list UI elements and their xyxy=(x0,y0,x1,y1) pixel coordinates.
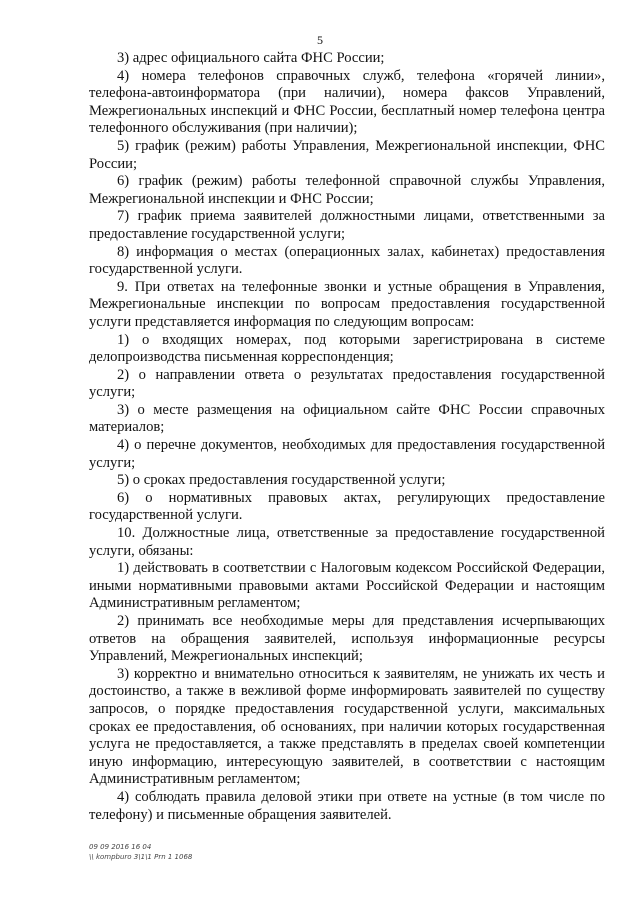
paragraph: 1) действовать в соответствии с Налоговым кодексом Российской Федерации, иными нормативными правовыми актами Российской Федерации и настоящим Административным регламентом; xyxy=(89,560,605,612)
print-timestamp: 09 09 2016 16 04 xyxy=(89,843,152,851)
print-footer xyxy=(89,842,192,862)
paragraph: 3) о месте размещения на официальном сайте ФНС России справочных материалов; xyxy=(89,401,605,436)
paragraph: 6) о нормативных правовых актах, регулирующих предоставление государственной услуги. xyxy=(89,489,605,524)
paragraph: 4) соблюдать правила деловой этики при ответе на устные (в том числе по телефону) и письменные обращения заявителей. xyxy=(89,788,605,823)
document-body xyxy=(89,50,605,824)
paragraph: 8) информация о местах (операционных залах, кабинетах) предоставления государственной услуги. xyxy=(89,243,605,278)
paragraph: 6) график (режим) работы телефонной справочной службы Управления, Межрегиональной инспекции и ФНС России; xyxy=(89,173,605,207)
paragraph: 9. При ответах на телефонные звонки и устные обращения в Управления, Межрегиональные инспекции по вопросам предоставления государственной услуги представляется информация по следующим вопросам: xyxy=(89,278,605,330)
paragraph: 4) о перечне документов, необходимых для предоставления государственной услуги; xyxy=(89,437,605,471)
paragraph: 4) номера телефонов справочных служб, телефона «горячей линии», телефона-автоинформатора (при наличии), номера факсов Управлений, Межрегиональных инспекций и ФНС России, бесплатный номер телефона центра телефонного обслуживания (при наличии); xyxy=(89,67,605,137)
paragraph: 7) график приема заявителей должностными лицами, ответственными за предоставление государственной услуги; xyxy=(89,208,605,242)
page-number: 5 xyxy=(317,33,323,47)
paragraph: 5) о сроках предоставления государственной услуги; xyxy=(117,472,446,489)
paragraph: 2) принимать все необходимые меры для представления исчерпывающих ответов на обращения заявителей, используя информационные ресурсы Управлений, Межрегиональных инспекций; xyxy=(89,613,605,665)
paragraph: 10. Должностные лица, ответственные за предоставление государственной услуги, обязаны: xyxy=(89,525,605,559)
print-path: \\ kompburo 3\1\1 Prn 1 1068 xyxy=(89,853,193,861)
paragraph: 5) график (режим) работы Управления, Межрегиональной инспекции, ФНС России; xyxy=(89,137,605,172)
paragraph: 3) корректно и внимательно относиться к заявителям, не унижать их честь и достоинство, а также в вежливой форме информировать заявителей по существу запросов, о порядке предоставления государственной услуги, максимальных сроках ее предоставления, об основаниях, при наличии которых государственная услуга не предоставляется, а также представлять в пределах своей компетенции иную информацию, интересующую заявителей, в соответствии с настоящим Административным регламентом; xyxy=(89,665,605,788)
paragraph: 2) о направлении ответа о результатах предоставления государственной услуги; xyxy=(89,366,605,401)
paragraph: 1) о входящих номерах, под которыми зарегистрирована в системе делопроизводства письменная корреспонденция; xyxy=(89,331,605,366)
paragraph: 3) адрес официального сайта ФНС России; xyxy=(117,50,385,66)
